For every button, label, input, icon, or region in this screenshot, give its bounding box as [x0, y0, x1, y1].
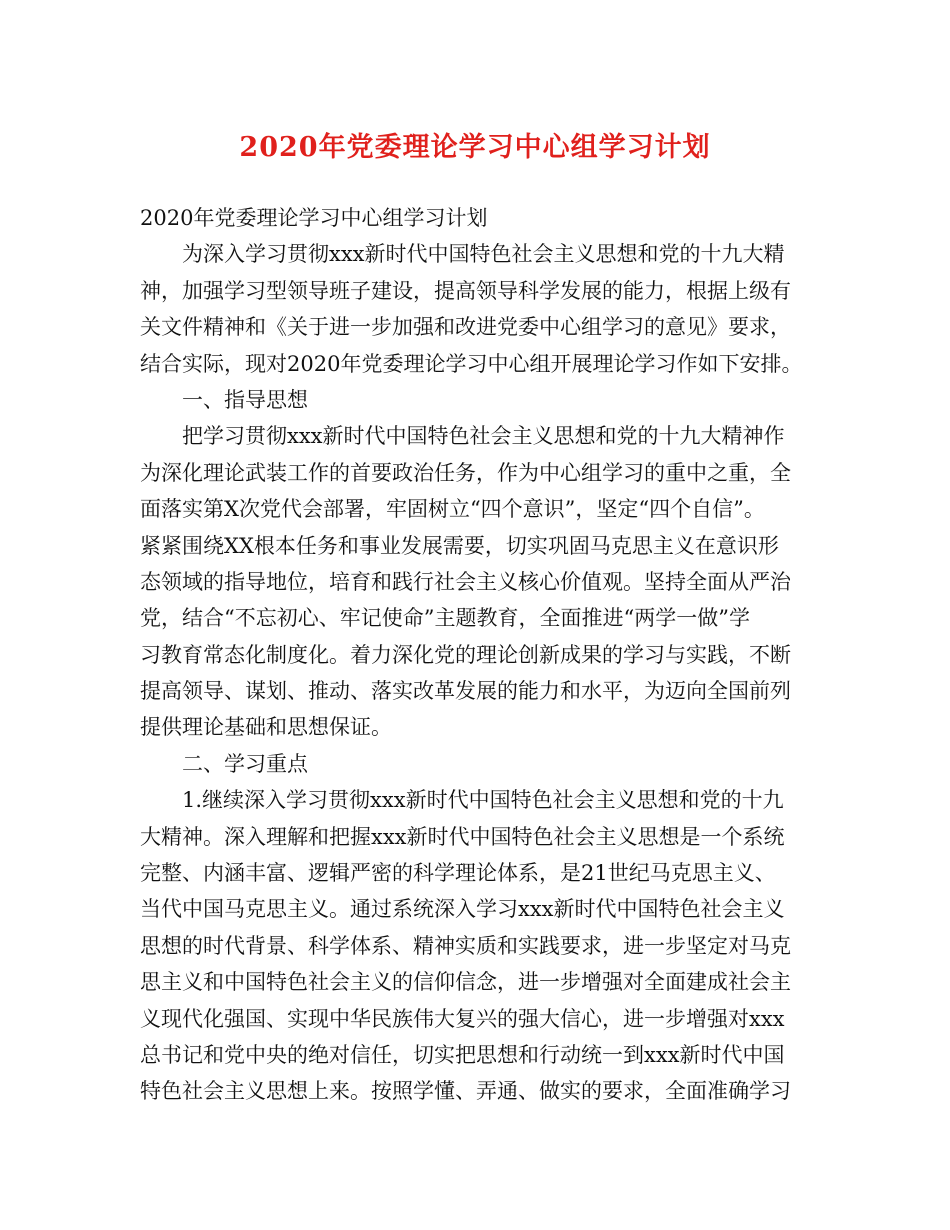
body-subtitle-line: 2020年党委理论学习中心组学习计划: [140, 206, 488, 230]
section-heading-guiding-thought: 一、指导思想: [182, 387, 308, 412]
guiding-paragraph-line: 习教育常态化制度化。着力深化党的理论创新成果的学习与实践，不断: [140, 642, 791, 667]
focus-paragraph-line: 思主义和中国特色社会主义的信仰信念，进一步增强对全面建成社会主: [140, 970, 791, 995]
intro-paragraph-line: 神，加强学习型领导班子建设，提高领导科学发展的能力，根据上级有: [140, 278, 791, 303]
focus-paragraph-line: 总书记和党中央的绝对信任，切实把思想和行动统一到xxx新时代中国: [140, 1042, 785, 1067]
intro-paragraph-line: 为深入学习贯彻xxx新时代中国特色社会主义思想和党的十九大精: [182, 242, 785, 267]
guiding-paragraph-line: 提高领导、谋划、推动、落实改革发展的能力和水平，为迈向全国前列: [140, 679, 791, 704]
focus-paragraph-line: 思想的时代背景、科学体系、精神实质和实践要求，进一步坚定对马克: [140, 933, 791, 958]
guiding-paragraph-line: 党，结合“不忘初心、牢记使命”主题教育，全面推进“两学一做”学: [140, 606, 750, 631]
focus-paragraph-line: 完整、内涵丰富、逻辑严密的科学理论体系，是21世纪马克思主义、: [140, 861, 776, 886]
intro-paragraph-line: 结合实际，现对2020年党委理论学习中心组开展理论学习作如下安排。: [140, 351, 803, 376]
focus-paragraph-line: 当代中国马克思主义。通过系统深入学习xxx新时代中国特色社会主义: [140, 897, 785, 922]
guiding-paragraph-line: 面落实第X次党代会部署，牢固树立“四个意识”，坚定“四个自信”。: [140, 497, 765, 522]
guiding-paragraph-line: 把学习贯彻xxx新时代中国特色社会主义思想和党的十九大精神作: [182, 424, 785, 449]
guiding-paragraph-line: 提供理论基础和思想保证。: [140, 715, 392, 740]
guiding-paragraph-line: 态领域的指导地位，培育和践行社会主义核心价值观。坚持全面从严治: [140, 569, 791, 594]
focus-paragraph-line: 1.继续深入学习贯彻xxx新时代中国特色社会主义思想和党的十九: [182, 788, 784, 813]
focus-paragraph-line: 特色社会主义思想上来。按照学懂、弄通、做实的要求，全面准确学习: [140, 1079, 791, 1104]
guiding-paragraph-line: 为深化理论武装工作的首要政治任务，作为中心组学习的重中之重，全: [140, 460, 791, 485]
focus-paragraph-line: 义现代化强国、实现中华民族伟大复兴的强大信心，进一步增强对xxx: [140, 1006, 785, 1031]
document-body: [140, 200, 830, 1110]
section-heading-study-focus: 二、学习重点: [182, 751, 308, 776]
focus-paragraph-line: 大精神。深入理解和把握xxx新时代中国特色社会主义思想是一个系统: [140, 824, 785, 849]
guiding-paragraph-line: 紧紧围绕XX根本任务和事业发展需要，切实巩固马克思主义在意识形: [140, 533, 779, 558]
intro-paragraph-line: 关文件精神和《关于进一步加强和改进党委中心组学习的意见》要求，: [140, 315, 791, 340]
document-title: 2020年党委理论学习中心组学习计划: [239, 132, 711, 163]
